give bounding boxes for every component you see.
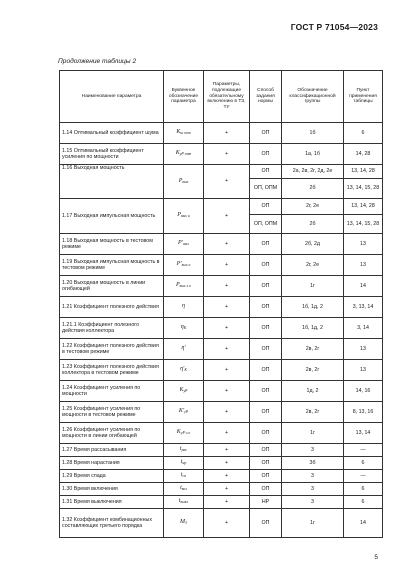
table-clause: 6	[344, 123, 383, 144]
param-name: 1.18 Выходная мощность в тестовом режиме	[60, 234, 164, 255]
table-row	[60, 165, 383, 179]
param-name: 1.25 Коэффициент усиления по мощности в тестовом режиме	[60, 402, 164, 423]
class-group: 3	[282, 483, 344, 496]
param-name: 1.32 Коэффициент комбинационных составляющих третьего порядка	[60, 509, 164, 538]
table-row	[60, 123, 383, 144]
header-table-clause: Пункт применения таблицы	[344, 71, 383, 123]
class-group: 2в, 2г	[282, 402, 344, 423]
table-clause: 14	[344, 509, 383, 538]
table-row	[60, 470, 383, 483]
class-group: 2а, 2в, 2г, 2д, 2е	[282, 165, 344, 179]
header-norm-method: Способ задания нормы	[250, 71, 282, 123]
mandatory-mark: +	[204, 123, 250, 144]
param-name: 1.14 Оптимальный коэффициент шума	[60, 123, 164, 144]
param-name: 1.27 Время рассасывания	[60, 444, 164, 457]
mandatory-mark: +	[204, 360, 250, 381]
param-name: 1.31 Время выключения	[60, 496, 164, 509]
class-group: 2г, 2е	[282, 199, 344, 215]
table-clause: 13	[344, 255, 383, 276]
class-group: 1б, 1д, 2	[282, 318, 344, 339]
norm-method: ОП	[250, 255, 282, 276]
param-symbol: $K_{уР л.о}$	[164, 423, 204, 444]
mandatory-mark: +	[204, 255, 250, 276]
norm-method: ОП	[250, 123, 282, 144]
param-name: 1.24 Коэффициент усиления по мощности	[60, 381, 164, 402]
param-symbol: $t_{сп}$	[164, 470, 204, 483]
param-name: 1.26 Коэффициент усиления по мощности в линии огибающей	[60, 423, 164, 444]
norm-method: ОП	[250, 276, 282, 297]
norm-method: ОП	[250, 297, 282, 318]
table-clause: 13	[344, 234, 383, 255]
param-name: 1.29 Время спада	[60, 470, 164, 483]
table-clause: 3, 13, 14	[344, 297, 383, 318]
table-clause: 6	[344, 483, 383, 496]
mandatory-mark: +	[204, 199, 250, 234]
norm-method: ОП	[250, 360, 282, 381]
table-clause: 13, 14, 15, 28	[344, 179, 383, 199]
norm-method: ОП, ОПМ	[250, 179, 282, 199]
table-clause: 13, 14, 28	[344, 165, 383, 179]
table-row	[60, 318, 383, 339]
table-row	[60, 444, 383, 457]
param-symbol: $P_{вых}$	[164, 165, 204, 199]
table-clause: 13, 14, 15, 28	[344, 215, 383, 234]
norm-method: ОП	[250, 402, 282, 423]
mandatory-mark: +	[204, 165, 250, 199]
header-parameter-name: Наименование параметра	[60, 71, 164, 123]
mandatory-mark: +	[204, 234, 250, 255]
table-clause: —	[344, 470, 383, 483]
table-clause: 14, 16	[344, 381, 383, 402]
table-row	[60, 509, 383, 538]
norm-method: ОП, ОПМ	[250, 215, 282, 234]
table-row	[60, 483, 383, 496]
table-clause: 6	[344, 457, 383, 470]
table-continuation-caption: Продолжение таблицы 2	[58, 58, 137, 65]
mandatory-mark: +	[204, 496, 250, 509]
table-clause: 13, 14	[344, 423, 383, 444]
mandatory-mark: +	[204, 318, 250, 339]
class-group: 1г	[282, 509, 344, 538]
norm-method: ОП	[250, 509, 282, 538]
mandatory-mark: +	[204, 402, 250, 423]
table-clause: 14	[344, 276, 383, 297]
param-symbol: $K'_{уР}$	[164, 402, 204, 423]
header-mandatory: Параметры, подлежащие обязательному включению в ТЗ, ТУ	[204, 71, 250, 123]
table-clause: 14, 28	[344, 144, 383, 165]
param-symbol: η′	[164, 339, 204, 360]
table-clause: 3, 14	[344, 318, 383, 339]
param-name: 1.17 Выходная импульсная мощность	[60, 199, 164, 234]
mandatory-mark: +	[204, 423, 250, 444]
page-number: 5	[374, 554, 378, 561]
param-name: 1.21 Коэффициент полезного действия	[60, 297, 164, 318]
table-row	[60, 457, 383, 470]
table-clause: 13, 14, 28	[344, 199, 383, 215]
table-header-row	[60, 71, 383, 123]
class-group: 3б	[282, 457, 344, 470]
header-class-group: Обозначение классификационной группы	[282, 71, 344, 123]
mandatory-mark: +	[204, 470, 250, 483]
param-symbol: $\eta_К$	[164, 318, 204, 339]
norm-method: ОП	[250, 457, 282, 470]
norm-method: ОП	[250, 444, 282, 457]
norm-method: НР	[250, 496, 282, 509]
class-group: 2б, 2д	[282, 234, 344, 255]
mandatory-mark: +	[204, 276, 250, 297]
param-symbol: $P_{вых и}$	[164, 199, 204, 234]
table-clause: 13	[344, 339, 383, 360]
norm-method: ОП	[250, 144, 282, 165]
norm-method: ОП	[250, 339, 282, 360]
param-name: 1.28 Время нарастания	[60, 457, 164, 470]
table-clause: 8, 13, 16	[344, 402, 383, 423]
table-row	[60, 360, 383, 381]
norm-method: ОП	[250, 165, 282, 179]
norm-method: ОП	[250, 199, 282, 215]
mandatory-mark: +	[204, 297, 250, 318]
standard-number: ГОСТ Р 71054—2023	[290, 22, 378, 32]
table-clause: 6	[344, 496, 383, 509]
table-row	[60, 297, 383, 318]
class-group: 1д, 2	[282, 381, 344, 402]
table-clause: —	[344, 444, 383, 457]
table-row	[60, 496, 383, 509]
norm-method: ОП	[250, 381, 282, 402]
class-group: 1г	[282, 276, 344, 297]
param-name: 1.21.1 Коэффициент полезного действия коллектора	[60, 318, 164, 339]
class-group: 1г	[282, 423, 344, 444]
class-group: 1б	[282, 123, 344, 144]
table-row	[60, 276, 383, 297]
mandatory-mark: +	[204, 339, 250, 360]
class-group: 1а, 1б	[282, 144, 344, 165]
param-symbol: $t_{вкл}$	[164, 483, 204, 496]
mandatory-mark: +	[204, 444, 250, 457]
param-symbol: $\eta'_К$	[164, 360, 204, 381]
mandatory-mark: +	[204, 483, 250, 496]
param-name: 1.22 Коэффициент полезного действия в тестовом режиме	[60, 339, 164, 360]
mandatory-mark: +	[204, 144, 250, 165]
param-name: 1.20 Выходная мощность в линии огибающей	[60, 276, 164, 297]
norm-method: ОП	[250, 470, 282, 483]
table-row	[60, 199, 383, 215]
mandatory-mark: +	[204, 457, 250, 470]
param-name: 1.15 Оптимальный коэффициент усиления по мощности	[60, 144, 164, 165]
norm-method: ОП	[250, 318, 282, 339]
class-group: 3	[282, 496, 344, 509]
class-group: 3	[282, 470, 344, 483]
header-letter-symbol: Буквенное обозначение параметра	[164, 71, 204, 123]
param-name: 1.23 Коэффициент полезного действия коллектора в тестовом режиме	[60, 360, 164, 381]
class-group: 2б	[282, 215, 344, 234]
table-row	[60, 144, 383, 165]
table-clause: 13	[344, 360, 383, 381]
param-symbol: $t_{рас}$	[164, 444, 204, 457]
class-group: 2в, 2г	[282, 360, 344, 381]
norm-method: ОП	[250, 483, 282, 496]
table-row	[60, 255, 383, 276]
mandatory-mark: +	[204, 509, 250, 538]
param-symbol: $P'_{вых}$	[164, 234, 204, 255]
param-symbol: $t_{выкл}$	[164, 496, 204, 509]
norm-method: ОП	[250, 423, 282, 444]
mandatory-mark: +	[204, 381, 250, 402]
param-symbol: $K_{уР опт}$	[164, 144, 204, 165]
param-symbol: $K_{ш опт}$	[164, 123, 204, 144]
class-group: 2г, 2е	[282, 255, 344, 276]
param-symbol: $P_{вых л.о}$	[164, 276, 204, 297]
parameters-table	[59, 70, 383, 538]
table-row	[60, 423, 383, 444]
param-name: 1.19 Выходная импульсная мощность в тестовом режиме	[60, 255, 164, 276]
table-row	[60, 402, 383, 423]
param-symbol: $K_{уР}$	[164, 381, 204, 402]
table-row	[60, 234, 383, 255]
norm-method: ОП	[250, 234, 282, 255]
table-row	[60, 381, 383, 402]
table-row	[60, 339, 383, 360]
param-symbol: $P'_{вых и}$	[164, 255, 204, 276]
param-symbol: $M_3$	[164, 509, 204, 538]
param-symbol: $t_{нр}$	[164, 457, 204, 470]
param-symbol: η	[164, 297, 204, 318]
param-name: 1.30 Время включения	[60, 483, 164, 496]
class-group: 2в, 2г	[282, 339, 344, 360]
param-name: 1.16 Выходная мощность	[60, 165, 164, 199]
class-group: 1б, 1д, 2	[282, 297, 344, 318]
class-group: 2б	[282, 179, 344, 199]
class-group: 3	[282, 444, 344, 457]
